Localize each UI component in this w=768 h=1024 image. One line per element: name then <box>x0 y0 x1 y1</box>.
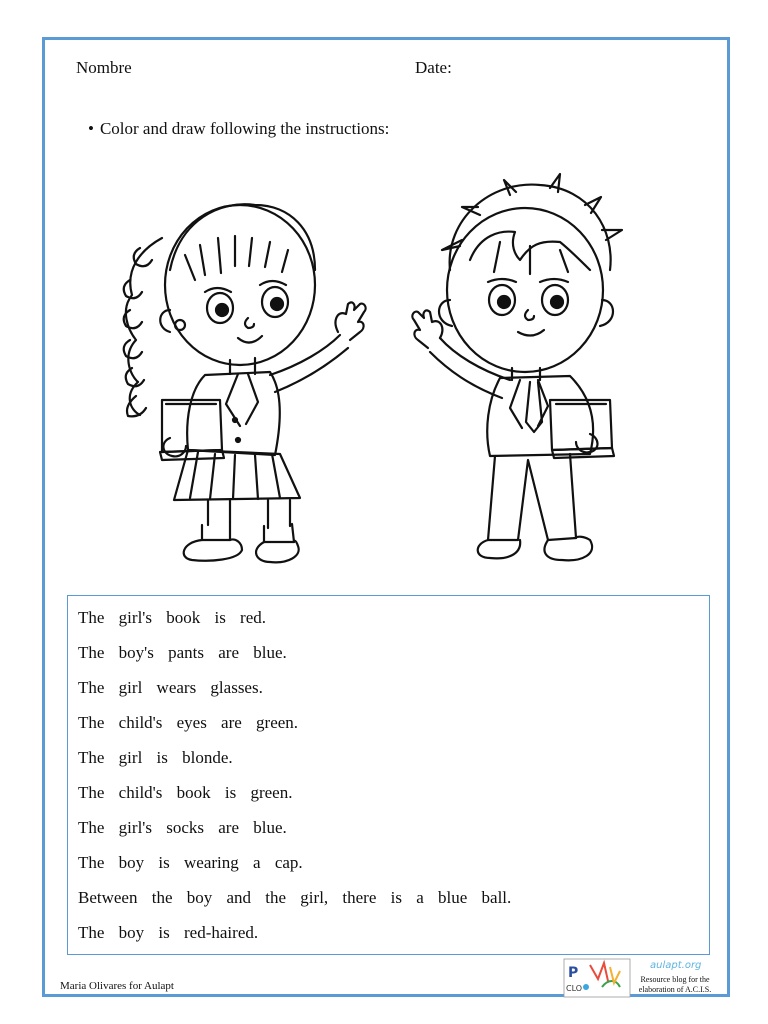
svg-text:CLO: CLO <box>566 984 583 993</box>
coloring-illustration <box>70 160 710 580</box>
instruction <box>88 119 389 139</box>
site-label: aulapt.org <box>650 960 702 971</box>
girl-figure <box>124 204 366 562</box>
svg-text:P: P <box>568 965 579 981</box>
sentence-7: The girl's socks are blue. <box>78 818 287 837</box>
sentence-8: The boy is wearing a cap. <box>78 853 303 872</box>
instruction-text: Color and draw following the instructions: <box>99 119 390 138</box>
sentence-3: The girl wears glasses. <box>78 678 263 697</box>
sentence-9: Between the boy and the girl, there is a blue ball. <box>78 888 512 907</box>
boy-figure <box>412 174 622 560</box>
sentence-10: The boy is red-haired. <box>78 923 259 942</box>
tagline-label: Resource blog for the elaboration of A.C.I.S. <box>638 975 712 994</box>
sentence-6: The child's book is green. <box>78 783 293 802</box>
sentence-1: The girl's book is red. <box>78 608 267 627</box>
bullet-icon: • <box>88 119 94 138</box>
date-label: Date: <box>415 58 452 77</box>
sentence-2: The boy's pants are blue. <box>78 643 287 662</box>
sentence-5: The girl is blonde. <box>78 748 233 767</box>
sentences-box <box>67 595 710 955</box>
footer-credit: Maria Olivares for Aulapt <box>60 980 174 992</box>
name-label: Nombre <box>76 58 132 77</box>
sentence-4: The child's eyes are green. <box>78 713 299 732</box>
